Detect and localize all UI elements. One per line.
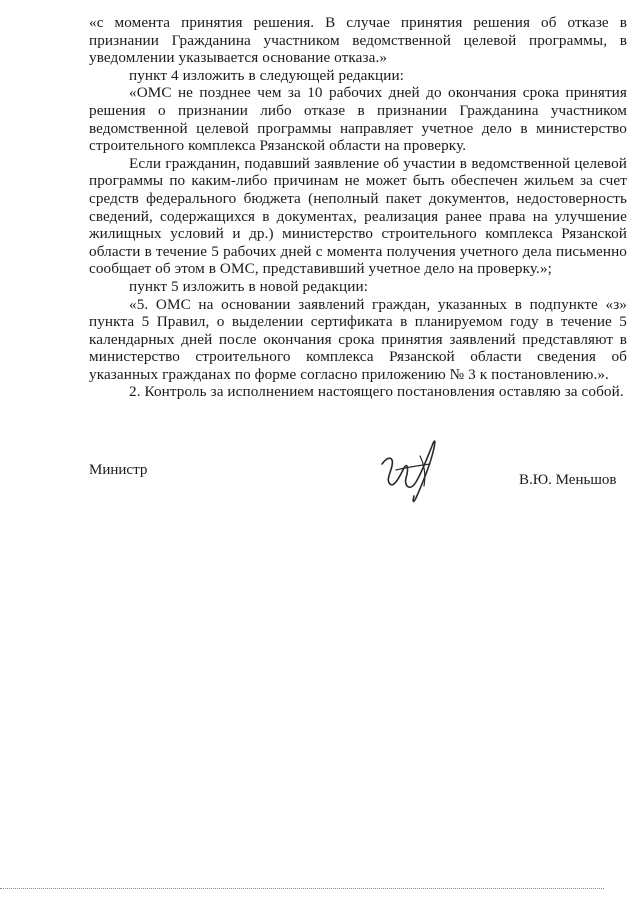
paragraph-continuation: «с момента принятия решения. В случае принятия решения об отказе в признании Гражданина участником ведомственной целевой программы, в уведомлении указывается основание отказа.» xyxy=(89,14,627,67)
handwritten-signature xyxy=(376,434,446,506)
paragraph-point-4-text: «ОМС не позднее чем за 10 рабочих дней до окончания срока принятия решения о признании либо отказе в признании Гражданина участником ведомственной целевой программы направляет учетное дело в министерство строительного комплекса Рязанской области на проверку. xyxy=(89,84,627,155)
signatory-title: Министр xyxy=(89,462,148,478)
page-bottom-rule xyxy=(0,888,604,889)
document-body xyxy=(89,14,627,401)
paragraph-point-5-heading: пункт 5 изложить в новой редакции: xyxy=(129,277,369,295)
paragraph-point-4-continuation: Если гражданин, подавший заявление об участии в ведомственной целевой программы по каким-либо причинам не может быть обеспечен жильем за счет средств федерального бюджета (неполный пакет документов, недостоверность сведений, содержащихся в документах, реализация ранее права на улучшение жилищных условий и др.) министерство строительного комплекса Рязанской области в течение 5 рабочих дней с момента получения учетного дела письменно сообщает об этом в ОМС, представивший учетное дело на проверку.»; xyxy=(89,154,627,278)
signatory-name: В.Ю. Меньшов xyxy=(519,472,617,488)
paragraph-point-4-heading: пункт 4 изложить в следующей редакции: xyxy=(129,66,404,84)
paragraph-control-clause: 2. Контроль за исполнением настоящего постановления оставляю за собой. xyxy=(129,383,624,401)
paragraph-point-5-text: «5. ОМС на основании заявлений граждан, указанных в подпункте «з» пункта 5 Правил, о выделении сертификата в планируемом году в течение 5 календарных дней после окончания срока принятия заявлений представляют в министерство строительного комплекса Рязанской области сведения об указанных гражданах по форме согласно приложению № 3 к постановлению.». xyxy=(89,295,627,383)
